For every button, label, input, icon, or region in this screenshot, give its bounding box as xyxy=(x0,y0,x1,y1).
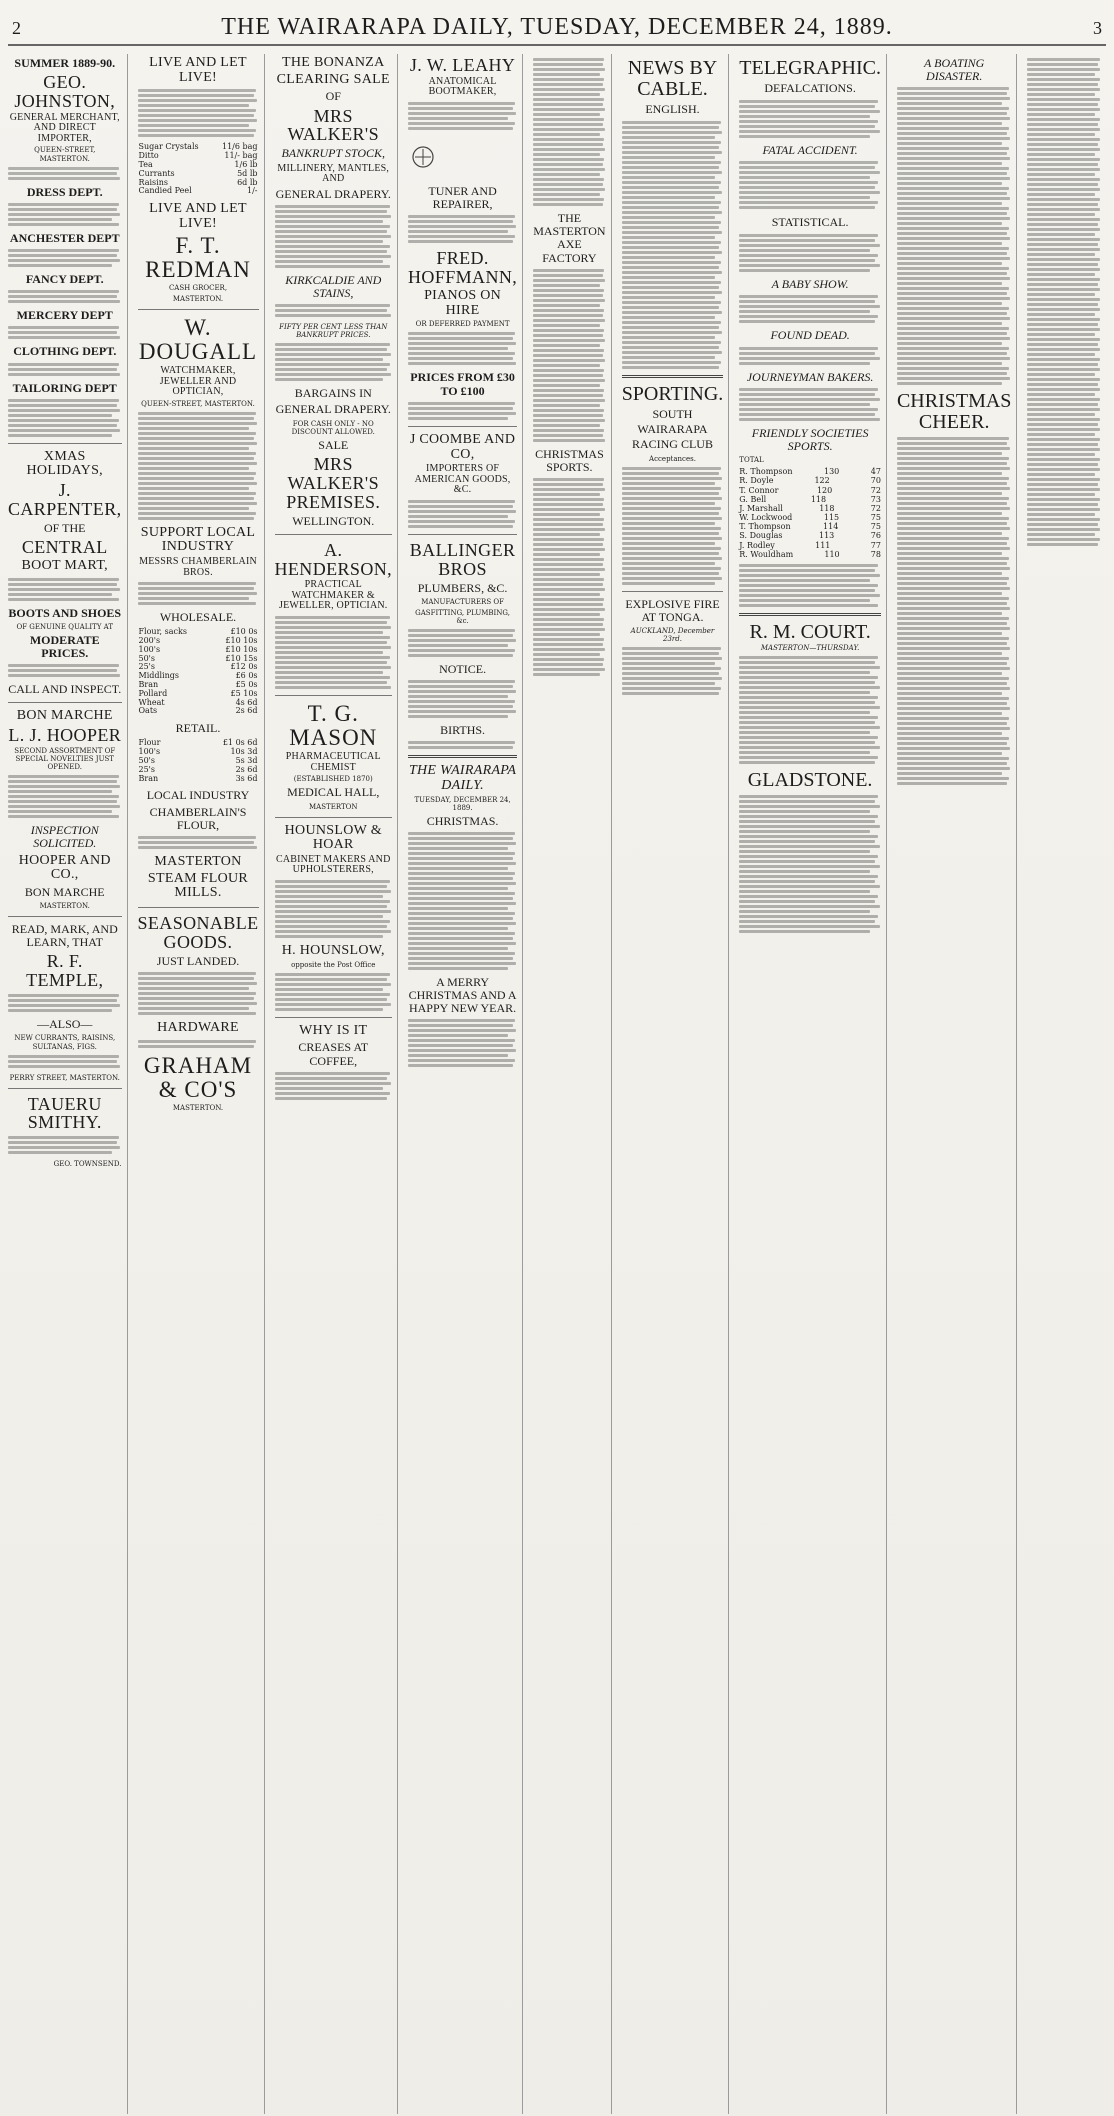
sports-player-name: R. Wouldham xyxy=(739,549,794,559)
moderate-prices-line: MODERATE PRICES. xyxy=(29,632,100,661)
fatal-accident-heading: FATAL ACCIDENT. xyxy=(762,143,858,157)
flour-body xyxy=(138,836,259,849)
sports-player-points: 77 xyxy=(870,540,881,550)
graham-heading: GRAHAM & CO'S xyxy=(143,1052,253,1102)
coombe-heading: J COOMBE AND CO, xyxy=(409,431,516,462)
column-6-divider-1 xyxy=(622,375,724,378)
explosion-heading: EXPLOSIVE FIRE AT TONGA. xyxy=(625,597,720,625)
wholesale-price: £10 0s xyxy=(230,627,258,637)
wholesale-price: 4s 6d xyxy=(235,697,258,707)
christmas-cheer-body xyxy=(897,437,1011,785)
hooper-company: HOOPER AND CO., xyxy=(18,852,111,883)
friendly-sports-body xyxy=(739,564,881,607)
retail-heading: RETAIL. xyxy=(175,721,221,736)
sports-result-row xyxy=(739,541,881,550)
merchant-name: GEO. JOHNSTON, xyxy=(14,72,116,112)
sports-player-points: 70 xyxy=(870,476,881,486)
sports-player-name: R. Thompson xyxy=(739,467,793,477)
sugar-item-name: Raisins xyxy=(138,177,168,187)
taueru-body xyxy=(8,1136,122,1154)
sports-player-score: 110 xyxy=(824,549,840,559)
boot-mart-body-2 xyxy=(8,664,122,677)
column-2-divider-1 xyxy=(138,309,259,310)
friendly-sports-heading: FRIENDLY SOCIETIES SPORTS. xyxy=(751,425,869,453)
ballinger-heading: BALLINGER BROS xyxy=(409,539,516,579)
steam-flour-mills-heading: STEAM FLOUR MILLS. xyxy=(147,870,249,901)
merchant-location: QUEEN-STREET, MASTERTON. xyxy=(34,146,96,163)
clothing-dept-heading: CLOTHING DEPT. xyxy=(13,344,117,359)
pianos-body-2 xyxy=(408,402,517,420)
sports-player-score: 118 xyxy=(819,503,835,513)
wholesale-item: Bran xyxy=(138,680,159,690)
clothing-dept-body xyxy=(8,363,122,376)
hounslow-hoar-subtitle: CABINET MAKERS AND UPHOLSTERERS, xyxy=(275,853,391,876)
statistical-heading: STATISTICAL. xyxy=(771,215,849,230)
column-3 xyxy=(275,54,399,2114)
sports-player-name: R. Doyle xyxy=(739,476,774,486)
deferred-payment-line: OR DEFERRED PAYMENT xyxy=(415,320,510,329)
found-dead-body xyxy=(739,347,881,365)
wholesale-price: £5 10s xyxy=(230,688,258,698)
column-3-divider-3 xyxy=(275,817,393,818)
leahy-body xyxy=(408,102,517,130)
defalcations-body xyxy=(739,100,881,138)
hooper-subtitle: SECOND ASSORTMENT OF SPECIAL NOVELTIES JUST OPENED. xyxy=(14,746,116,772)
dougall-body xyxy=(138,412,259,520)
rm-court-heading: R. M. COURT. xyxy=(749,621,871,644)
temple-heading: R. F. TEMPLE, xyxy=(26,951,104,991)
coombe-body xyxy=(408,500,517,528)
kirkcaldie-body xyxy=(275,304,393,317)
sugar-item-name: Tea xyxy=(138,159,153,169)
mason-subtitle: PHARMACEUTICAL CHEMIST xyxy=(285,751,381,773)
column-6-divider-2 xyxy=(622,591,724,592)
wholesale-item: Wheat xyxy=(138,697,165,707)
wholesale-row xyxy=(138,707,259,716)
column-1-divider-1 xyxy=(8,443,122,444)
tailoring-dept-heading: TAILORING DEPT xyxy=(12,380,117,395)
rm-court-body xyxy=(739,656,881,764)
boating-disaster-heading: A BOATING DISASTER. xyxy=(924,56,985,84)
carpenter-heading: J. CARPENTER, xyxy=(8,480,122,519)
sports-result-row xyxy=(739,522,881,531)
local-industry-heading: LOCAL INDUSTRY xyxy=(146,788,250,803)
sugar-item-price: 1/- xyxy=(247,186,258,196)
retail-item: 50's xyxy=(138,756,155,766)
hounslow-opposite: opposite the Post Office xyxy=(291,960,376,969)
sports-result-row xyxy=(739,476,881,485)
english-subheading: ENGLISH. xyxy=(645,102,700,116)
hounslow-body xyxy=(275,880,393,938)
sugar-item-price: 11/6 bag xyxy=(221,142,258,152)
pianos-on-hire-heading: PIANOS ON HIRE xyxy=(424,288,502,318)
mercery-dept-heading: MERCERY DEPT xyxy=(16,308,113,323)
bon-marche-location: MASTERTON. xyxy=(39,902,90,911)
retail-price: 2s 6d xyxy=(235,764,258,774)
sports-player-name: J. Rodley xyxy=(739,540,775,550)
wholesale-price: 2s 6d xyxy=(235,706,258,716)
medical-hall-location: MASTERTON xyxy=(309,802,358,811)
christmas-body-2 xyxy=(408,1019,517,1067)
dougall-location: QUEEN-STREET, MASTERTON. xyxy=(141,399,255,408)
tuner-body xyxy=(408,215,517,243)
newspaper-title: THE WAIRARAPA DAILY, TUESDAY, DECEMBER 24, 1889. xyxy=(221,14,893,40)
sugar-price-list xyxy=(138,143,259,196)
sporting-body xyxy=(622,467,724,585)
redman-location: MASTERTON. xyxy=(172,294,224,303)
telegraphic-heading: TELEGRAPHIC. xyxy=(739,57,881,79)
leahy-heading: J. W. LEAHY xyxy=(409,55,516,75)
bonanza-body-2 xyxy=(275,343,393,381)
column-1-divider-4 xyxy=(8,1088,122,1089)
wholesale-price: £10 10s xyxy=(225,644,258,654)
hardware-heading: HARDWARE xyxy=(157,1020,239,1036)
boating-disaster-body xyxy=(897,87,1011,385)
taueru-heading: TAUERU SMITHY. xyxy=(27,1093,102,1133)
notice-heading: NOTICE. xyxy=(439,661,487,676)
sports-player-points: 72 xyxy=(870,503,881,513)
wholesale-item: Flour, sacks xyxy=(138,627,187,637)
sugar-item-price: 11/- bag xyxy=(224,151,258,161)
mercery-dept-body xyxy=(8,326,122,339)
newspaper-columns xyxy=(8,54,1106,2114)
column-3-divider-2 xyxy=(275,695,393,696)
merry-christmas-line: A MERRY CHRISTMAS AND A HAPPY NEW YEAR. xyxy=(408,974,517,1016)
just-landed-heading: JUST LANDED. xyxy=(156,953,240,968)
baby-show-heading: A BABY SHOW. xyxy=(771,277,849,292)
sugar-item-price: 6d lb xyxy=(237,177,258,187)
hooper-body xyxy=(8,775,122,818)
acceptances-heading: Acceptances. xyxy=(649,455,696,463)
sports-player-points: 75 xyxy=(870,513,881,523)
merchant-description: GENERAL MERCHANT, AND DIRECT IMPORTER, xyxy=(9,111,120,144)
page-number-right: 3 xyxy=(1093,18,1102,38)
column-5-body-2 xyxy=(533,269,606,442)
rm-court-dateline: MASTERTON—THURSDAY. xyxy=(760,644,860,653)
gladstone-heading: GLADSTONE. xyxy=(747,769,873,792)
inspection-line: INSPECTION SOLICITED. xyxy=(30,823,99,851)
column-5 xyxy=(533,54,612,2114)
retail-item: Flour xyxy=(138,738,161,748)
xmas-holidays-heading: XMAS HOLIDAYS, xyxy=(26,448,103,479)
medical-hall-heading: MEDICAL HALL, xyxy=(287,785,380,800)
sugar-item-price: 1/6 lb xyxy=(234,159,258,169)
column-4-divider-3 xyxy=(408,755,517,758)
sports-table-heading: TOTAL xyxy=(739,456,764,465)
racing-club-heading: SOUTH WAIRARAPA RACING CLUB xyxy=(631,407,713,451)
bonanza-body xyxy=(275,205,393,268)
taueru-signature: GEO. TOWNSEND. xyxy=(53,1160,122,1169)
ballinger-body xyxy=(408,629,517,657)
column-2-divider-2 xyxy=(138,907,259,908)
henderson-heading: A. HENDERSON, xyxy=(274,539,393,579)
retail-item: 100's xyxy=(138,747,161,757)
wholesale-heading: WHOLESALE. xyxy=(159,610,237,625)
dress-dept-body xyxy=(8,203,122,226)
sports-result-row xyxy=(739,467,881,476)
christmas-heading: CHRISTMAS. xyxy=(426,813,499,828)
column-8 xyxy=(897,54,1017,2114)
column-3-divider-1 xyxy=(275,534,393,535)
notice-body xyxy=(408,680,517,718)
dougall-subtitle: WATCHMAKER, JEWELLER AND OPTICIAN, xyxy=(159,365,237,398)
temple-body xyxy=(8,994,122,1012)
explosion-body xyxy=(622,647,724,695)
tailoring-dept-body xyxy=(8,399,122,437)
masterton-heading: MASTERTON xyxy=(154,854,242,869)
column-4-divider-2 xyxy=(408,534,517,535)
live-and-let-live-heading-1: LIVE AND LET LIVE! xyxy=(149,55,247,85)
why-is-it-heading: WHY IS IT xyxy=(299,1022,368,1038)
sports-player-score: 113 xyxy=(818,531,835,541)
boot-mart-body xyxy=(8,578,122,601)
wholesale-price: £10 10s xyxy=(225,636,258,646)
wholesale-item: 200's xyxy=(138,636,161,646)
column-5-body-1 xyxy=(533,58,606,206)
fancy-dept-heading: FANCY DEPT. xyxy=(25,271,104,286)
sports-player-score: 120 xyxy=(816,485,833,495)
sugar-item-name: Candied Peel xyxy=(138,186,192,196)
sports-player-points: 78 xyxy=(870,549,881,559)
hounslow-body-2 xyxy=(275,973,393,1011)
chamberlain-heading: MESSRS CHAMBERLAIN BROS. xyxy=(139,556,257,578)
baby-show-body xyxy=(739,295,881,323)
gladstone-body xyxy=(739,795,881,933)
fancy-dept-body xyxy=(8,290,122,303)
dress-dept-heading: DRESS DEPT. xyxy=(26,184,103,199)
mason-established: (ESTABLISHED 1870) xyxy=(293,775,373,784)
hounslow-heading-2: H. HOUNSLOW, xyxy=(281,942,385,958)
leahy-subtitle: ANATOMICAL BOOTMAKER, xyxy=(428,75,497,98)
retail-price: 3s 6d xyxy=(235,773,258,783)
sports-player-points: 73 xyxy=(870,494,881,504)
sugar-price-row xyxy=(138,187,259,196)
redman-cash-grocer: CASH GROCER, xyxy=(168,283,228,292)
hounslow-hoar-heading: HOUNSLOW & HOAR xyxy=(284,822,382,853)
sports-player-points: 76 xyxy=(870,531,881,541)
column-4 xyxy=(408,54,523,2114)
walker-premises-heading: MRS WALKER'S PREMISES. xyxy=(286,453,381,512)
merchant-body xyxy=(8,167,122,180)
column-5-body-3 xyxy=(533,478,606,676)
wholesale-item: 100's xyxy=(138,644,161,654)
fifty-percent-line: FIFTY PER CENT LESS THAN BANKRUPT PRICES. xyxy=(279,323,388,340)
chamberlain-body xyxy=(138,582,259,605)
english-news-body xyxy=(622,121,724,369)
read-mark-line: READ, MARK, AND LEARN, THAT xyxy=(11,922,118,950)
sports-result-row xyxy=(739,513,881,522)
ancher-dept-heading: ANCHESTER DEPT xyxy=(9,230,120,245)
wholesale-price: £6 0s xyxy=(235,671,258,681)
sports-player-name: W. Lockwood xyxy=(739,513,793,523)
bon-marche-heading-1: BON MARCHE xyxy=(16,708,113,724)
column-4-divider-1 xyxy=(408,426,517,427)
column-7-divider-1 xyxy=(739,613,881,616)
wholesale-item: 50's xyxy=(138,653,155,663)
column-9 xyxy=(1027,54,1106,2114)
column-1 xyxy=(8,54,128,2114)
crest-icon xyxy=(408,142,438,172)
column-2 xyxy=(138,54,265,2114)
bonanza-heading: THE BONANZA xyxy=(282,55,385,70)
of-the-heading: OF THE xyxy=(44,520,86,535)
sporting-heading: SPORTING. xyxy=(621,383,724,405)
live-and-let-live-body-1 xyxy=(138,89,259,137)
tuner-heading: TUNER AND REPAIRER, xyxy=(428,183,497,212)
daily-title: THE WAIRARAPA DAILY. xyxy=(408,763,517,793)
sports-result-row xyxy=(739,504,881,513)
wholesale-item: Oats xyxy=(138,706,158,716)
sports-player-score: 114 xyxy=(823,522,839,532)
ancher-dept-body xyxy=(8,249,122,267)
kirkcaldie-line: KIRKCALDIE AND STAINS, xyxy=(285,272,382,300)
sports-player-name: T. Thompson xyxy=(739,522,791,532)
column-6 xyxy=(622,54,730,2114)
sports-player-name: G. Bell xyxy=(739,494,767,504)
page-number-left: 2 xyxy=(12,18,21,38)
sports-player-points: 75 xyxy=(870,522,881,532)
dougall-heading: W. DOUGALL xyxy=(138,314,258,365)
sports-result-row xyxy=(739,531,881,540)
boots-shoes-line: BOOTS AND SHOES xyxy=(8,605,122,620)
retail-item: 25's xyxy=(138,764,155,774)
axe-factory-heading: THE MASTERTON AXE FACTORY xyxy=(533,211,606,265)
sports-player-score: 115 xyxy=(823,513,840,523)
sports-player-score: 122 xyxy=(814,476,830,486)
sports-player-points: 72 xyxy=(870,485,881,495)
retail-price-table xyxy=(138,739,259,783)
christmas-body xyxy=(408,832,517,970)
bankrupt-stock-heading: BANKRUPT STOCK, xyxy=(281,146,386,161)
sports-player-score: 111 xyxy=(815,540,831,550)
summer-heading: SUMMER 1889-90. xyxy=(14,56,116,70)
column-9-body-1 xyxy=(1027,58,1101,546)
retail-price: 5s 3d xyxy=(235,756,258,766)
creases-heading: CREASES AT COFFEE, xyxy=(298,1040,369,1068)
retail-item: Bran xyxy=(138,773,159,783)
journeyman-bakers-heading: JOURNEYMAN BAKERS. xyxy=(746,369,874,384)
fatal-accident-body xyxy=(739,161,881,209)
general-drapery-heading-2: GENERAL DRAPERY. xyxy=(275,402,391,417)
christmas-sports-heading: CHRISTMAS SPORTS. xyxy=(535,446,604,474)
retail-row xyxy=(138,775,259,784)
retail-price: 10s 3d xyxy=(230,747,258,757)
statistical-body xyxy=(739,234,881,272)
boot-mart-heading: BOOT MART, xyxy=(21,557,108,573)
wellington-heading: WELLINGTON. xyxy=(292,513,375,528)
gasfitting-line: GASFITTING, PLUMBING, &c. xyxy=(415,608,510,625)
sale-heading: SALE xyxy=(318,437,349,452)
sports-player-name: T. Connor xyxy=(739,485,779,495)
explosion-dateline: AUCKLAND, December 23rd. xyxy=(630,627,715,644)
column-1-divider-3 xyxy=(8,916,122,917)
news-by-cable-heading: NEWS BY CABLE. xyxy=(627,57,718,100)
mason-heading: T. G. MASON xyxy=(289,700,378,751)
support-local-industry-heading: SUPPORT LOCAL INDUSTRY xyxy=(140,524,256,555)
found-dead-heading: FOUND DEAD. xyxy=(770,328,850,343)
henderson-body xyxy=(275,616,393,689)
sugar-item-name: Sugar Crystals xyxy=(138,142,199,152)
seasonable-goods-heading: SEASONABLE GOODS. xyxy=(137,913,259,952)
sports-player-score: 118 xyxy=(810,494,827,504)
central-heading: CENTRAL xyxy=(21,537,108,558)
hardware-body xyxy=(138,1040,259,1048)
defalcations-heading: DEFALCATIONS. xyxy=(764,81,856,95)
prices-line: PRICES FROM £30 TO £100 xyxy=(410,370,515,398)
column-1-divider-2 xyxy=(8,702,122,703)
temple-location: PERRY STREET, MASTERTON. xyxy=(9,1073,120,1082)
wholesale-item: Pollard xyxy=(138,688,168,698)
cash-only-line: FOR CASH ONLY - NO DISCOUNT ALLOWED. xyxy=(291,419,375,436)
births-body xyxy=(408,741,517,749)
plumbers-heading: PLUMBERS, &C. xyxy=(417,580,508,595)
wholesale-price: £10 15s xyxy=(225,653,258,663)
sports-result-row xyxy=(739,495,881,504)
quality-line: OF GENUINE QUALITY AT xyxy=(16,622,114,631)
henderson-subtitle: PRACTICAL WATCHMAKER & JEWELLER, OPTICIAN. xyxy=(279,579,388,612)
column-7 xyxy=(739,54,887,2114)
temple-body-2 xyxy=(8,1055,122,1068)
mrs-walker-heading: MRS WALKER'S xyxy=(287,105,379,145)
sports-result-row xyxy=(739,550,881,559)
hooper-heading: L. J. HOOPER xyxy=(8,725,122,746)
graham-location: MASTERTON. xyxy=(172,1104,224,1112)
temple-products: NEW CURRANTS, RAISINS, SULTANAS, FIGS. xyxy=(14,1034,116,1051)
column-3-divider-4 xyxy=(275,1017,393,1018)
retail-price: £1 0s 6d xyxy=(222,738,258,748)
sports-player-name: J. Marshall xyxy=(739,503,783,513)
sports-results-list xyxy=(739,467,881,559)
millinery-heading: MILLINERY, MANTLES, AND xyxy=(277,162,390,185)
bargains-heading: BARGAINS IN xyxy=(294,386,372,401)
live-and-let-live-heading-2: LIVE AND LET LIVE! xyxy=(149,201,247,231)
journeyman-bakers-body xyxy=(739,388,881,421)
bon-marche-heading-2: BON MARCHE xyxy=(24,884,105,899)
temple-also: —ALSO— xyxy=(37,1017,93,1032)
general-drapery-heading: GENERAL DRAPERY. xyxy=(275,186,391,201)
sugar-item-name: Ditto xyxy=(138,151,159,161)
births-heading: BIRTHS. xyxy=(440,723,486,738)
sugar-item-price: 5d lb xyxy=(237,168,258,178)
creases-body xyxy=(275,1072,393,1100)
sports-result-row xyxy=(739,486,881,495)
wholesale-item: Middlings xyxy=(138,671,179,681)
wholesale-price: £5 0s xyxy=(235,680,258,690)
christmas-cheer-heading: CHRISTMAS CHEER. xyxy=(896,390,1012,434)
pianos-body xyxy=(408,332,517,365)
coombe-subtitle: IMPORTERS OF AMERICAN GOODS, &C. xyxy=(414,463,511,496)
daily-date: TUESDAY, DECEMBER 24, 1889. xyxy=(414,795,511,812)
masthead xyxy=(8,10,1106,46)
wholesale-price-table xyxy=(138,628,259,716)
sports-player-points: 47 xyxy=(870,467,881,477)
sports-player-score: 130 xyxy=(823,467,840,477)
wholesale-price: £12 0s xyxy=(230,662,258,672)
flour-heading: CHAMBERLAIN'S FLOUR, xyxy=(149,804,247,832)
redman-heading: F. T. REDMAN xyxy=(145,232,251,282)
manufacturers-line: MANUFACTURERS OF xyxy=(421,597,504,606)
sports-player-name: S. Douglas xyxy=(739,531,783,541)
of-heading: OF xyxy=(325,89,341,104)
hoffman-heading: FRED. HOFFMANN, xyxy=(408,248,518,288)
clearing-sale-heading: CLEARING SALE xyxy=(276,71,390,87)
sugar-item-name: Currants xyxy=(138,168,175,178)
wholesale-item: 25's xyxy=(138,662,155,672)
seasonable-goods-body xyxy=(138,972,259,1015)
call-inspect-line: CALL AND INSPECT. xyxy=(8,682,122,697)
